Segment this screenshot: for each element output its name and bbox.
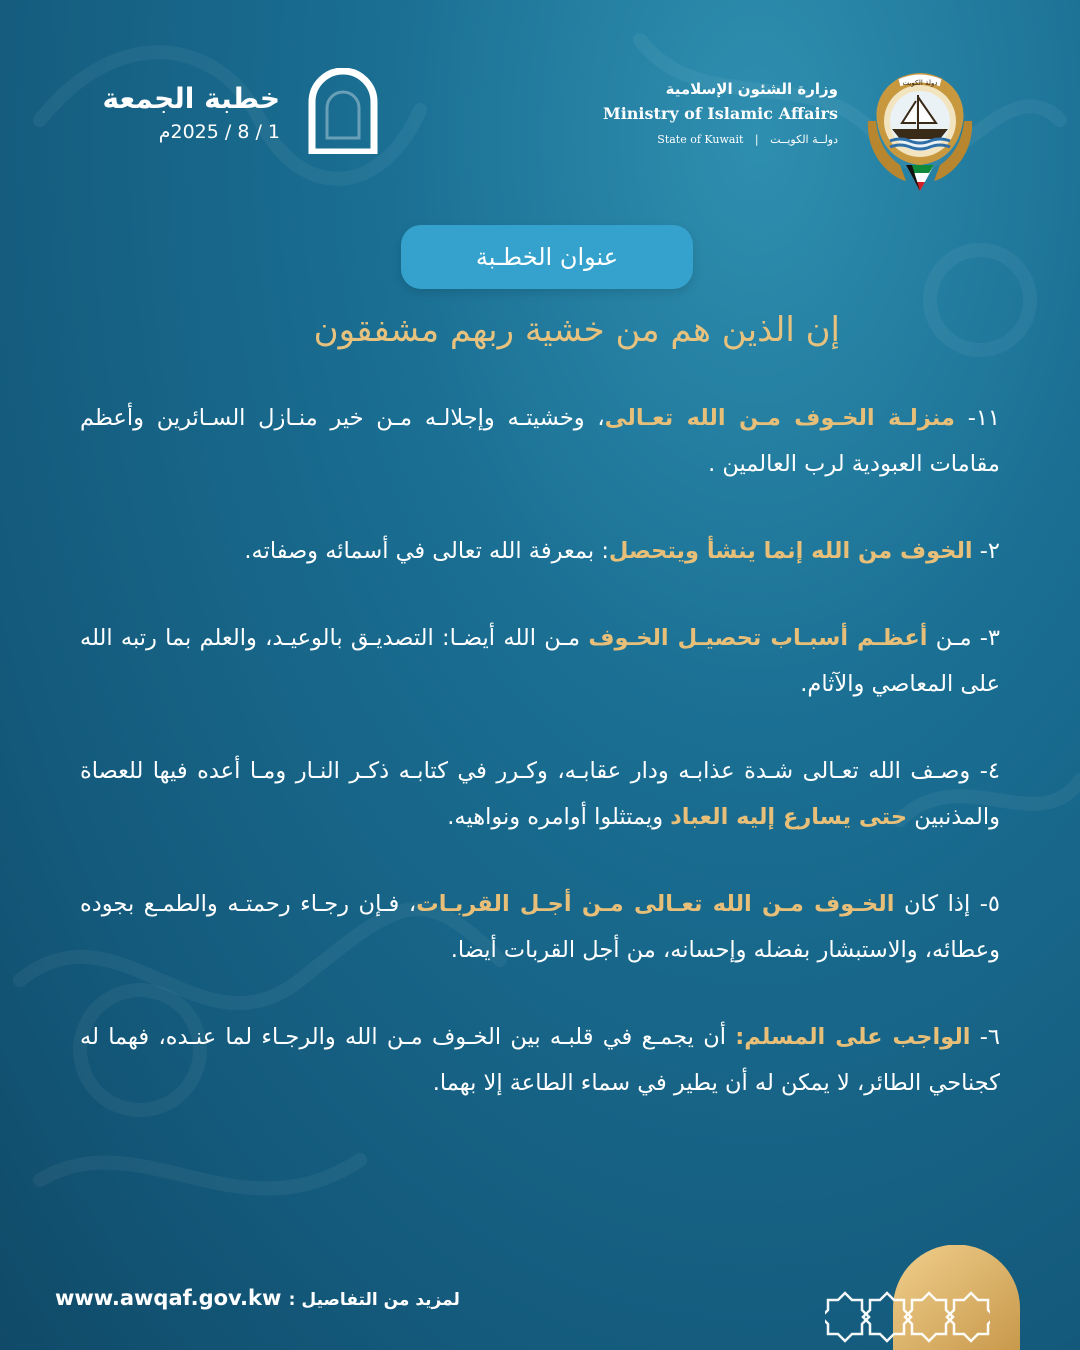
point-5: [80, 881, 1000, 973]
sermon-points: [80, 395, 1000, 1147]
point-highlight: حتى يسارع إليه العباد: [670, 804, 908, 830]
ministry-name-english: Ministry of Islamic Affairs: [602, 104, 838, 123]
state-line: [603, 133, 838, 146]
arch-door-icon: [300, 68, 386, 154]
friday-sermon-block: [103, 82, 280, 143]
state-english: State of Kuwait: [657, 133, 744, 146]
point-text: أن يجمـع في قلبـه بين الخـوف مـن الله والرجـاء لما عنـده، فهما له كجناحي الطائر، لا يمكن له أن يطير في سماء الطاعة إلا بهما.: [80, 1024, 1000, 1096]
point-3: [80, 615, 1000, 707]
point-number: ٣-: [979, 625, 1001, 651]
point-highlight: منزلـة الخـوف مـن الله تعـالى: [604, 405, 955, 431]
point-text: : بمعرفة الله تعالى في أسمائه وصفاته.: [244, 538, 609, 564]
sermon-date: 1 / 8 / 2025م: [158, 121, 280, 143]
geometric-pattern-decoration: [825, 1285, 990, 1350]
point-text: مـن الله أيضـا: التصديـق بالوعيـد، والعلم بما رتبه الله على المعاصي والآثام.: [80, 625, 1000, 697]
header: [0, 0, 1080, 220]
kuwait-emblem-icon: [860, 65, 980, 195]
ministry-block: [603, 80, 838, 146]
emblem-text: دولة الكويت: [902, 79, 938, 87]
point-number: ٢-: [979, 538, 1000, 564]
sermon-title-label: عنوان الخطـبة: [475, 243, 619, 271]
sermon-subject: إن الذين هم من خشية ربهم مشفقون: [313, 310, 840, 350]
point-highlight: الواجب على المسلم:: [735, 1024, 971, 1050]
point-text: ، فـإن رجـاء رحمتـه والطمـع بجوده وعطائه، والاستبشار بفضله وإحسانه، من أجل القربات أيضا.: [80, 891, 1000, 963]
point-prefix: إذا كان: [904, 891, 971, 917]
point-highlight: أعظـم أسبـاب تحصيـل الخـوف: [588, 625, 928, 651]
footer-label: لمزيد من التفاصيل :: [288, 1290, 460, 1310]
state-arabic: دولــة الكويــت: [770, 133, 838, 146]
point-number: ١١-: [967, 405, 1001, 431]
point-prefix: وصـف الله تعـالى شـدة عذابـه ودار عقابـه، وكـرر في كتابـه ذكـر النـار ومـا أعده فيها للعصاة والمذنبين: [80, 758, 1000, 830]
point-highlight: الخوف من الله إنما ينشأ ويتحصل: [608, 538, 973, 564]
friday-sermon-title: خطبة الجمعة: [102, 82, 280, 115]
point-number: ٤-: [979, 758, 1000, 784]
ministry-name-arabic: وزارة الشئون الإسلامية: [665, 80, 838, 98]
website-link[interactable]: www.awqaf.gov.kw: [55, 1286, 282, 1310]
point-highlight: الخـوف مـن الله تعـالى مـن أجـل القربـات: [416, 891, 895, 917]
point-number: ٦-: [979, 1024, 1000, 1050]
point-4: [80, 748, 1000, 840]
point-1: [80, 395, 1000, 487]
point-2: [80, 528, 1000, 574]
point-prefix: مـن: [935, 625, 972, 651]
state-separator: |: [754, 133, 759, 146]
point-number: ٥-: [979, 891, 1000, 917]
point-6: [80, 1014, 1000, 1106]
point-text: ويمتثلوا أوامره ونواهيه.: [447, 804, 664, 830]
sermon-title-pill: [401, 225, 693, 289]
point-text: ، وخشيتـه وإجلالـه مـن خير منـازل السـائرين وأعظم مقامات العبودية لرب العالمين .: [80, 405, 1000, 477]
footer-more-info: [55, 1286, 460, 1310]
